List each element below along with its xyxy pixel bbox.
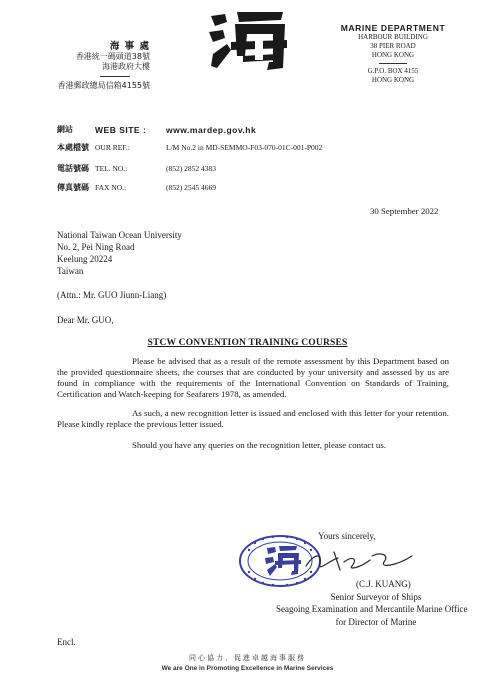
our-ref-row	[57, 141, 322, 155]
tel-label: TEL. NO.:	[95, 164, 128, 173]
department-name-english: MARINE DEPARTMENT	[340, 23, 446, 33]
subject-heading: STCW CONVENTION TRAINING COURSES	[147, 338, 348, 348]
website-link[interactable]: www.mardep.gov.hk	[166, 125, 257, 135]
signatory-name: (C.J. KUANG)	[356, 579, 411, 589]
fax-label: FAX NO.:	[95, 183, 127, 192]
po-box-english-line-2: HONG KONG	[371, 76, 415, 84]
header-english-block	[318, 24, 468, 85]
tel-value: (852) 2852 4383	[166, 164, 216, 173]
our-ref-label-chinese: 本處檔號	[57, 143, 89, 152]
body-paragraph-3: Should you have any queries on the recognition letter, please contact us.	[132, 440, 386, 450]
signatory-for: for Director of Marine	[335, 616, 417, 627]
signatory-block	[276, 578, 468, 628]
our-ref-value: L/M No.2 in MD-SEMMO-F03-070-01C-001-P002	[166, 143, 323, 152]
fax-row	[57, 181, 216, 195]
salutation: Dear Mr. GUO,	[57, 315, 114, 325]
letter-date: 30 September 2022	[370, 206, 439, 216]
fax-value: (852) 2545 4669	[166, 183, 216, 192]
header-divider	[379, 63, 407, 64]
header-divider	[100, 76, 130, 77]
closing-yours-sincerely: Yours sincerely,	[318, 531, 376, 541]
address-english-line-2: 38 PIER ROAD	[370, 42, 416, 50]
attention-line: (Attn.: Mr. GUO Jiunn-Liang)	[57, 290, 167, 300]
handwritten-signature	[300, 546, 420, 576]
marine-department-logo	[207, 10, 289, 72]
recipient-line-1: National Taiwan Ocean University	[57, 230, 182, 240]
address-chinese-line-2: 海港政府大樓	[102, 62, 150, 71]
po-box-english-line-1: G.P.O. BOX 4155	[367, 67, 419, 75]
department-name-chinese: 海 事 處	[109, 41, 150, 52]
enclosure-note: Encl.	[57, 637, 76, 647]
body-paragraph-2: As such, a new recognition letter is issued and enclosed with this letter for your retention. Please kindly replace the previous letter issued.	[57, 408, 449, 429]
signatory-office: Seagoing Examination and Mercantile Marine Office	[276, 604, 468, 614]
website-label: WEB SITE :	[95, 125, 147, 135]
footer-motto-english: We are One in Promoting Excellence in Marine Services	[161, 665, 334, 672]
recipient-line-3: Keelung 20224	[57, 254, 113, 264]
tel-row	[57, 162, 216, 176]
address-english-line-3: HONG KONG	[371, 51, 415, 59]
address-english-line-1: HARBOUR BUILDING	[358, 33, 428, 41]
recipient-line-2: No. 2, Pei Ning Road	[57, 242, 135, 252]
address-chinese-line-1: 香港統一碼頭道38號	[75, 52, 150, 61]
body-paragraph-1: Please be advised that as a result of the remote assessment by this Department based on the provided questionnaire sheets, the courses that are conducted by your university and assessed by us are found in compliance with the requirements of the International Convention on Standards of Training, Certification and Watch-keeping for Seafarers 1978, as amended.	[57, 356, 449, 399]
tel-label-chinese: 電話號碼	[57, 164, 89, 173]
recipient-line-4: Taiwan	[57, 266, 84, 276]
website-row	[57, 123, 256, 137]
website-label-chinese: 網站	[57, 125, 73, 134]
footer-motto	[0, 653, 495, 672]
footer-motto-chinese: 同心協力，促進卓越海事服務	[189, 654, 306, 662]
po-box-chinese: 香港郵政總局信箱4155號	[57, 81, 150, 90]
fax-label-chinese: 傳真號碼	[57, 183, 89, 192]
header-chinese-block	[30, 42, 150, 91]
signatory-title: Senior Surveyor of Ships	[330, 591, 422, 602]
recipient-address	[57, 229, 182, 277]
our-ref-label: OUR REF.:	[95, 143, 130, 152]
